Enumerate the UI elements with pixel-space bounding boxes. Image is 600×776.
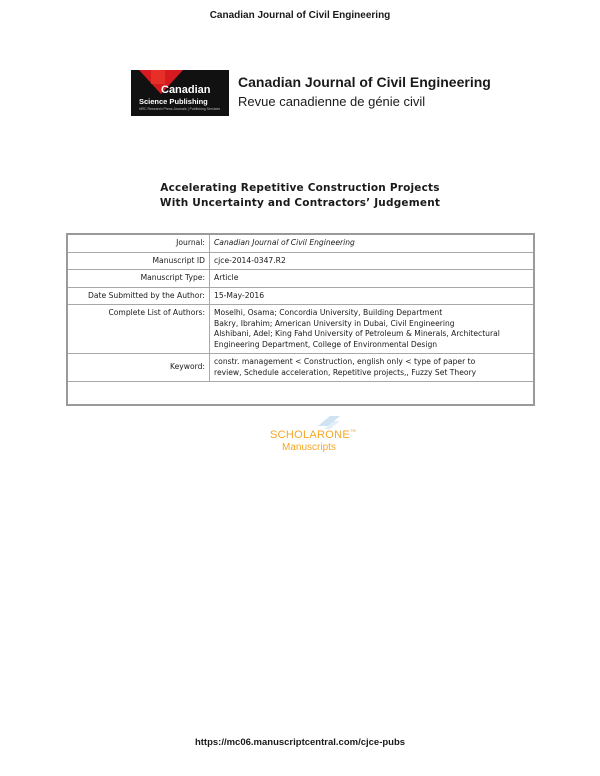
row-manuscript-id	[67, 252, 534, 270]
running-header: Canadian Journal of Civil Engineering	[209, 10, 391, 21]
author-line: Moselhi, Osama; Concordia University, Building Department	[214, 308, 443, 317]
keyword-label: Keyword:	[67, 354, 210, 382]
scholarone-wordmark: SCHOLARONE	[270, 429, 351, 441]
journal-name-french: Revue canadienne de génie civil	[238, 94, 426, 109]
keyword-line: review, Schedule acceleration, Repetitive projects,, Fuzzy Set Theory	[214, 367, 477, 377]
author-line: Engineering Department, College of Environmental Design	[214, 339, 438, 349]
journal-name-english: Canadian Journal of Civil Engineering	[238, 74, 491, 90]
scholarone-logo	[270, 410, 360, 470]
row-date-submitted	[67, 287, 534, 305]
journal-label: Journal:	[67, 234, 210, 252]
canadian-science-publishing-logo	[131, 70, 229, 116]
logo-subtitle: Science Publishing	[139, 97, 208, 106]
manuscript-id-label: Manuscript ID	[67, 252, 210, 270]
manuscript-metadata-table	[66, 233, 535, 406]
date-submitted-label: Date Submitted by the Author:	[67, 287, 210, 305]
footer-url: https://mc06.manuscriptcentral.com/cjce-pubs	[194, 737, 406, 748]
keyword-line: constr. management < Construction, english only < type of paper to	[214, 357, 476, 366]
paper-title	[0, 181, 600, 211]
manuscript-type-label: Manuscript Type:	[67, 270, 210, 288]
manuscript-type-value: Article	[210, 270, 535, 288]
logo-red-square	[151, 70, 165, 84]
title-line-1: Accelerating Repetitive Construction Projects	[160, 182, 440, 194]
authors-value	[210, 305, 535, 354]
row-journal	[67, 234, 534, 252]
logo-wordmark: Canadian	[161, 84, 211, 96]
journal-value: Canadian Journal of Civil Engineering	[210, 234, 535, 252]
trademark-symbol: ™	[350, 429, 357, 436]
title-line-2: With Uncertainty and Contractors’ Judgement	[159, 197, 441, 209]
manuscript-id-value: cjce-2014-0347.R2	[210, 252, 535, 270]
row-manuscript-type	[67, 270, 534, 288]
row-empty	[67, 382, 534, 406]
authors-label: Complete List of Authors:	[67, 305, 210, 354]
scholarone-brand	[270, 429, 356, 441]
author-line: Alshibani, Adel; King Fahd University of Petroleum & Minerals, Architectural	[214, 329, 500, 338]
date-submitted-value: 15-May-2016	[210, 287, 535, 305]
row-keyword	[67, 354, 534, 382]
logo-tagline: NRC Research Press Journals | Publishing Services	[139, 107, 221, 111]
scholarone-product: Manuscripts	[282, 442, 336, 453]
empty-cell	[67, 382, 534, 406]
scholarone-swoosh-icon	[316, 412, 342, 430]
row-authors	[67, 305, 534, 354]
author-line: Bakry, Ibrahim; American University in Dubai, Civil Engineering	[214, 318, 455, 328]
keyword-value	[210, 354, 535, 382]
